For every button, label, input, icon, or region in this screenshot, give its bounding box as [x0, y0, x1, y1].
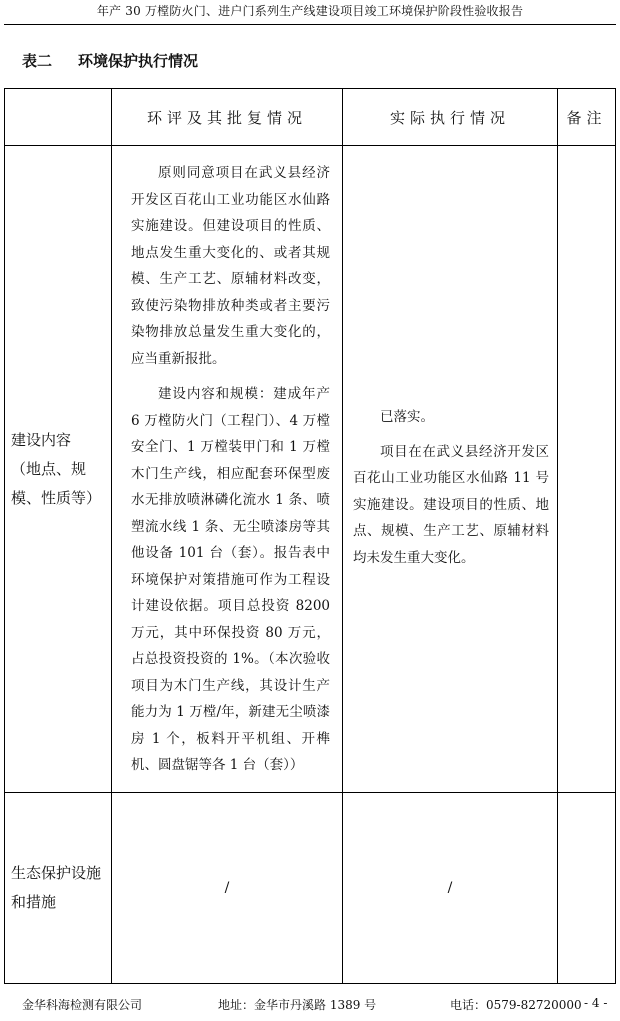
- eia-paragraph-2: 建设内容和规模：建成年产 6 万樘防火门（工程门）、4 万樘安全门、1 万樘装甲门和 1 万樘木门生产线，相应配套环保型废水无排放喷淋磷化流水 1 条、喷塑流水线 1 条、无尘喷漆房等其他设备 101 台（套）。报告表中环境保护对策措施可作为工程设计建设依据。项目总投资 8200 万元，其中环保投资 80 万元，占总投资投资的 1%。（本次验收项目为木门生产线，其设计生产能力为 1 万樘/年，新建无尘喷漆房 1 个，板料开平机组、开榫机、圆盘锯等各 1 台（套））: [131, 386, 330, 773]
- table-header-row: [5, 89, 616, 146]
- execution-table: [4, 88, 616, 984]
- row-label-sub: （地点、规模、性质等）: [11, 459, 102, 507]
- eia-paragraph-1: 原则同意项目在武义县经济开发区百花山工业功能区水仙路实施建设。但建设项目的性质、地点发生重大变化的、或者其规模、生产工艺、原辅材料改变，致使污染物排放种类或者主要污染物排放总量发生重大变化的，应当重新报批。: [131, 165, 330, 367]
- remark-cell-ecology: [558, 793, 616, 984]
- header-divider: [4, 24, 616, 25]
- actual-cell-construction: [343, 146, 558, 793]
- page-header: 年产 30 万樘防火门、进户门系列生产线建设项目竣工环境保护阶段性验收报告: [96, 4, 524, 18]
- actual-paragraph-1: 已落实。: [380, 409, 434, 425]
- section-heading: 环境保护执行情况: [78, 52, 199, 70]
- footer-page-number: - 4 -: [584, 996, 608, 1010]
- header-cell-eia: 环评及其批复情况: [112, 89, 343, 146]
- row-label-main: 建设内容: [11, 430, 72, 449]
- row-label-construction: [5, 146, 112, 793]
- footer-company: 金华科海检测有限公司: [22, 998, 143, 1012]
- eia-cell-construction: [112, 146, 343, 793]
- actual-cell-ecology: /: [343, 793, 558, 984]
- eia-cell-ecology: /: [112, 793, 343, 984]
- row-label-ecology: 生态保护设施和措施: [5, 793, 112, 984]
- footer-phone: 电话：0579-82720000: [450, 998, 582, 1012]
- header-cell-blank: [5, 89, 112, 146]
- table-row: [5, 793, 616, 984]
- table-row: [5, 146, 616, 793]
- actual-paragraph-2: 项目在在武义县经济开发区百花山工业功能区水仙路 11 号实施建设。建设项目的性质、地点、规模、生产工艺、原辅材料均未发生重大变化。: [353, 443, 549, 566]
- section-label: 表二: [22, 52, 53, 70]
- footer-address: 地址：金华市丹溪路 1389 号: [218, 998, 377, 1012]
- header-cell-remark: 备注: [558, 89, 616, 146]
- remark-cell-construction: [558, 146, 616, 793]
- header-cell-actual: 实际执行情况: [343, 89, 558, 146]
- section-title: [22, 50, 198, 71]
